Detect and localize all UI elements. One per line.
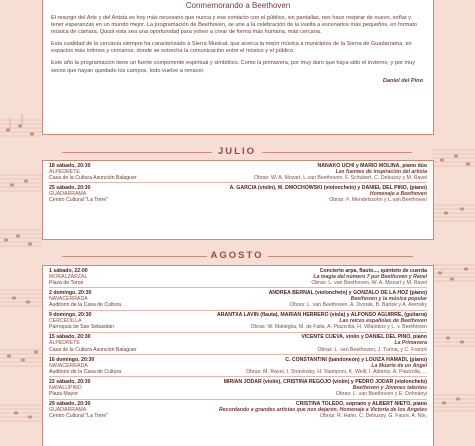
event-works: Obras: R. Hahn, C. Debussy, G. Fauré, A. Nin,	[320, 413, 427, 420]
event-performers: MIRIAN JÓDAR (violín), CRISTINA REGOJO (violín) y PEDRO JÓDAR (violonchelo)	[223, 378, 427, 385]
event-performers: ANDREA BERNAL (violonchelo) y GONZALO DE LA HOZ (piano)	[268, 289, 427, 296]
event-item	[49, 183, 427, 204]
event-venue: Centro Cultural "La Torre"	[49, 413, 108, 420]
event-performers: C. CONSTANTINI (bandoneón) y LOUIZA HAMADI, (piano)	[285, 356, 427, 363]
event-date: 16 domingo, 20:30	[49, 356, 95, 363]
intro-paragraph-2: Esta cualidad de la cercanía siempre ha caracterizado a Sierra Musical, que acerca la mejor música a municipios de la Sierra de Guadarrama, en espacios más íntimos y cercanos, donde se estrecha la comunicación entre el músico y el público.	[51, 41, 412, 55]
event-performers: ARANTXA LAVÍN (flauta), MARIAN HERRERO (viola) y ALFONSO AGUIRRE, (guitarra)	[216, 312, 427, 319]
event-town: NAVALUPINO	[49, 385, 82, 391]
event-item	[49, 377, 427, 399]
event-program: La Muerte de un Ángel	[371, 362, 427, 369]
event-item	[49, 400, 427, 421]
event-date: 22 sábado, 20:30	[49, 378, 91, 385]
intro-subtitle: Conmemorando a Beethoven	[185, 1, 291, 10]
event-works: Obras: L. van Beethoven y E. Dohnányi	[335, 391, 427, 398]
event-works: Obras: W. A. Mozart, L.van Beethoven, F. Schubert, C. Debussy y M. Ravel	[254, 174, 427, 181]
event-venue: Parroquia de San Sebastián	[49, 324, 114, 331]
julio-events-panel	[42, 160, 434, 240]
event-venue: Plaza Mayor	[49, 391, 78, 398]
event-item	[49, 355, 427, 377]
agosto-events-panel	[42, 265, 434, 446]
intro-paragraph-3: Este año la programación tiene un fuerte componente espiritual y simbólico. Como la primavera, por muy duro que haya sido el invierno, y por muy secos que hayan quedado los campos, todo vuelve a renacer.	[51, 60, 416, 74]
event-date: 2 domingo, 20:30	[49, 289, 92, 296]
event-works: Obras: W. Matiegka, M. de Falla, A. Piazzolla, H. Villalobos y L. v. Beethoven	[250, 324, 427, 331]
event-venue: Auditorio de la Casa de Cultura	[49, 301, 122, 308]
event-town: MORALZARZAL	[49, 273, 88, 280]
agosto-heading: AGOSTO	[210, 250, 264, 261]
intro-signature: Daniel del Pino	[382, 77, 423, 84]
event-venue: Casa de la Cultura Asunción Balaguer	[49, 346, 137, 353]
event-program: Las raíces españolas de Beethoven	[339, 318, 427, 325]
event-item	[49, 333, 427, 355]
event-date: 9 domingo, 20:30	[49, 312, 92, 319]
event-performers: A. GARCÍA (violín), M. DMOCHOWSKI (violonchelo) y DANIEL DEL PINO, (piano)	[229, 184, 427, 191]
event-item	[49, 288, 427, 310]
event-program: Recordando a grandes artistas que nos dejaron, Homenaje a Victoria de los Ángeles	[219, 407, 427, 414]
event-town: GUADARRAMA	[49, 407, 87, 414]
event-venue: Auditorio de la Casa de Cultura	[49, 368, 122, 375]
event-program: Beethoven y la música popular	[350, 295, 427, 302]
event-date: 1 sábado, 22:00	[49, 267, 88, 274]
event-item	[49, 266, 427, 288]
event-item	[49, 161, 427, 183]
event-works: Obras: L. van Beethoven, W. A. Mozart y M. Ravel	[311, 279, 427, 286]
event-date: 25 sábado, 20:30	[49, 184, 91, 191]
event-program: Las fuentes de inspiración del artista	[335, 168, 427, 175]
event-date: 18 sábado, 20:30	[49, 162, 91, 169]
event-town: NAVACERRADA	[49, 362, 88, 369]
event-program: La Primavera	[394, 340, 427, 347]
event-venue: Plaza de Toros	[49, 279, 84, 286]
event-town: CERCEDILLA	[49, 318, 82, 325]
event-venue: Casa de la Cultura Asunción Balaguer	[49, 174, 137, 181]
event-program: Beethoven y Jóvenes talentos	[352, 385, 427, 391]
event-works: Obras: F. Mendelssohn y L.van Beethoven	[329, 196, 427, 203]
event-program: Homenaje a Beethoven	[369, 190, 427, 197]
event-item	[49, 311, 427, 333]
event-works: Obras: M. Ravel, I. Stravinsky, H. Stamponi, K. Weill, I. Albeniz, A. Piazzolla, ...	[246, 368, 427, 375]
event-town: ALPEDRETE	[49, 340, 80, 347]
event-town: NAVACERRADA	[49, 295, 88, 302]
intro-panel	[42, 0, 434, 135]
event-venue: Centro Cultural "La Torre"	[49, 196, 108, 203]
event-program: La magia del número 7 por Beethoven y Ravel	[313, 273, 427, 280]
intro-paragraph-1: El resurgir del Arte y del Artista es hoy más necesario que nunca y ese contacto con el público, sin pantallas, nos hace respirar de nuevo, soñar y tener esperanzas en un mundo mejor. La programación de Beethoven, se une a la celebración de la vuelta a escenarios más pequeños, en formato música de cámara. Quizá esta sea una oportunidad para volver a crear de forma más humana, más cercana.	[51, 15, 417, 36]
event-town: ALPEDRETE	[49, 168, 80, 175]
event-date: 15 sábado, 20:30	[49, 334, 91, 341]
event-works: Obras: L. van Beethoven, A. Dvorak, B. Bartok y A. Arensky	[290, 301, 427, 308]
julio-heading: JULIO	[218, 146, 256, 157]
event-performers: NANAKO UCHI y MARIO MOLINA, piano dúo	[317, 162, 427, 169]
event-performers: VICENTE CUEVA, violín y DANIEL DEL PINO, piano	[301, 334, 427, 341]
event-town: GUADARRAMA	[49, 190, 87, 197]
event-performers: Concierto arpa, flauto..., quinteto de cuerda	[319, 267, 427, 274]
event-performers: CRISTINA TOLEDO, soprano y ALBERT NIETO, piano	[295, 401, 427, 408]
event-works: Obras: L. van Beethoven, J. Turina, y C. Franck	[317, 346, 427, 353]
event-date: 29 sábado, 20:30	[49, 401, 91, 408]
